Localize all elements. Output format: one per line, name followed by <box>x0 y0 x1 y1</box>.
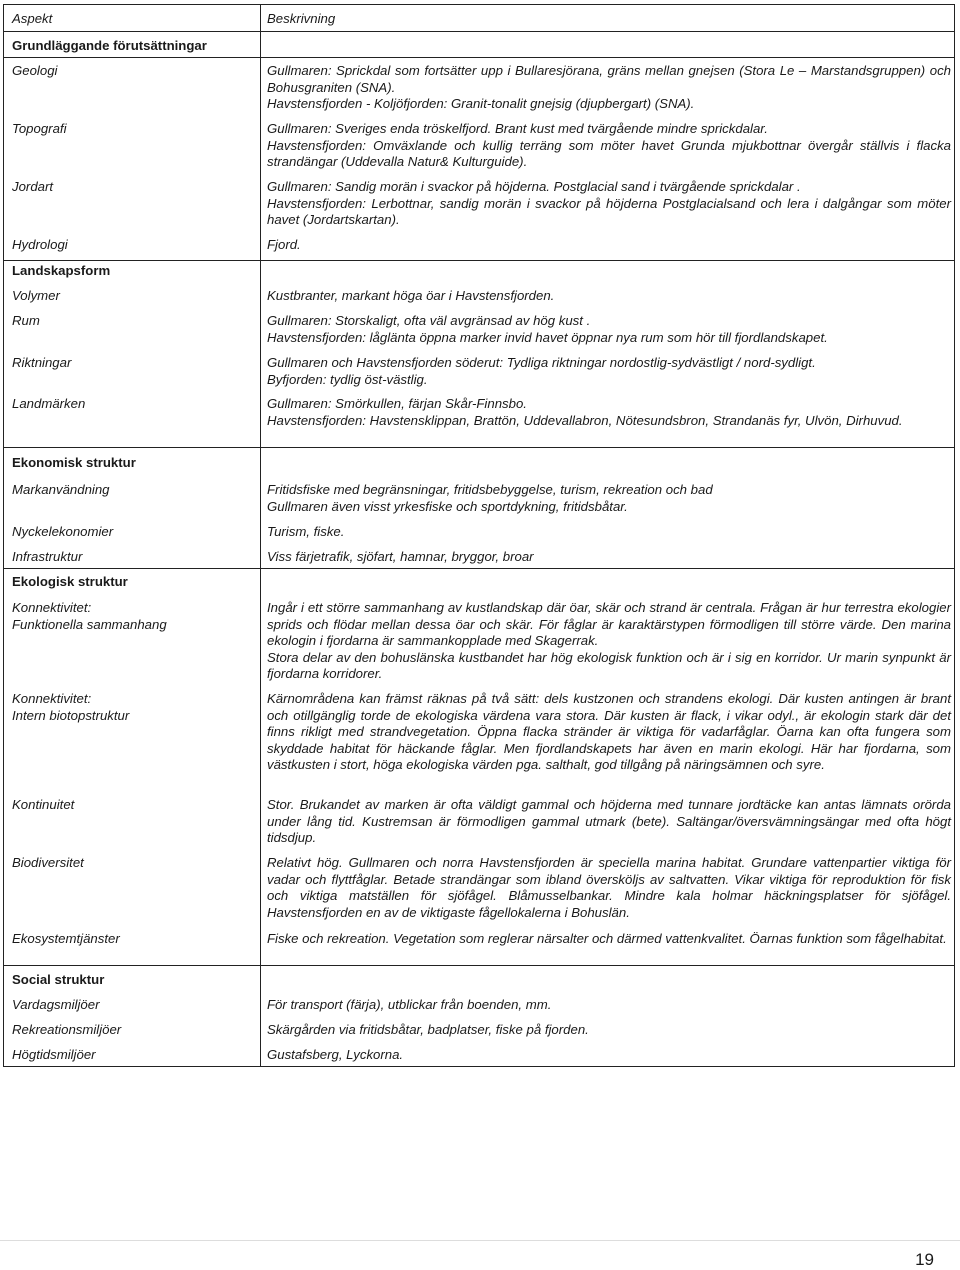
row-text-nyckelekonomier: Turism, fiske. <box>267 524 345 539</box>
text-line: Gullmaren: Storskaligt, ofta väl avgränsad av hög kust . <box>267 313 591 328</box>
row-text-infrastruktur: Viss färjetrafik, sjöfart, hamnar, bryggor, broar <box>267 549 534 564</box>
section-heading-landskapsform: Landskapsform <box>12 263 111 278</box>
row-label-landmarken: Landmärken <box>12 396 86 411</box>
text-line: Fritidsfiske med begränsningar, fritidsbebyggelse, turism, rekreation och bad <box>267 482 713 497</box>
row-divider <box>4 57 954 58</box>
footer-divider <box>0 1240 960 1241</box>
row-divider <box>4 31 954 32</box>
row-label-volymer: Volymer <box>12 288 60 303</box>
text-line: Havstensfjorden: låglänta öppna marker invid havet öppnar nya rum som hör till fjordlandskapet. <box>267 329 828 345</box>
row-label-riktningar: Riktningar <box>12 355 72 370</box>
section-heading-ekonomisk: Ekonomisk struktur <box>12 455 136 470</box>
row-label-nyckelekonomier: Nyckelekonomier <box>12 524 114 539</box>
label-line: Funktionella sammanhang <box>12 616 167 632</box>
row-label-rum: Rum <box>12 313 40 328</box>
column-divider <box>260 5 261 1066</box>
row-text-rum <box>267 313 951 346</box>
section-heading-grundlaggande: Grundläggande förutsättningar <box>12 38 207 53</box>
text-line: Gullmaren: Sandig morän i svackor på höjderna. Postglacial sand i tvärgående sprickdalar . <box>267 179 801 194</box>
row-divider <box>4 260 954 261</box>
row-text-vardagsmiljoer: För transport (färja), utblickar från boenden, mm. <box>267 997 552 1012</box>
text-line: Havstensfjorden: Havstensklippan, Brattön, Uddevallabron, Nötesundsbron, Strandanäs fyr, Ulvön, Dirhuvud. <box>267 412 903 428</box>
page-number: 19 <box>915 1250 934 1269</box>
row-text-hogtidsmiljoer: Gustafsberg, Lyckorna. <box>267 1047 404 1062</box>
text-line: Havstensfjorden - Koljöfjorden: Granit-tonalit gnejsig (djupbergart) (SNA). <box>267 96 695 112</box>
row-text-volymer: Kustbranter, markant höga öar i Havstensfjorden. <box>267 288 555 303</box>
row-divider <box>4 965 954 966</box>
section-heading-ekologisk: Ekologisk struktur <box>12 574 128 589</box>
row-divider <box>4 568 954 569</box>
text-line: Ingår i ett större sammanhang av kustlandskap där öar, skär och strand är centrala. Frågan är hur terrestra ekologier sprids och flödar mellan dessa öar och skär. För fåglar är karaktärstypen förmodligen till större värde. Den marina ekologin i fjordarna är sammankopplade med Skagerrak. <box>267 600 951 649</box>
row-text-riktningar <box>267 355 951 388</box>
row-text-landmarken <box>267 396 951 429</box>
aspect-table <box>3 4 955 1067</box>
header-aspekt: Aspekt <box>12 11 53 26</box>
row-label-konnektivitet-funktionella <box>12 600 252 633</box>
row-label-biodiversitet: Biodiversitet <box>12 855 84 870</box>
row-label-markanvandning: Markanvändning <box>12 482 110 497</box>
text-line: Gullmaren och Havstensfjorden söderut: Tydliga riktningar nordostlig-sydvästligt / nord-sydligt. <box>267 355 816 370</box>
row-label-hogtidsmiljoer: Högtidsmiljöer <box>12 1047 96 1062</box>
header-beskrivning: Beskrivning <box>267 11 336 26</box>
row-text-geologi <box>267 63 951 113</box>
row-text-konnektivitet-funktionella <box>267 600 951 683</box>
row-label-vardagsmiljoer: Vardagsmiljöer <box>12 997 100 1012</box>
row-label-geologi: Geologi <box>12 63 58 78</box>
text-line: Gullmaren: Sprickdal som fortsätter upp i Bullaresjörana, gräns mellan gnejsen (Stora Le – Marstandsgruppen) och Bohusgraniten (SNA). <box>267 63 951 95</box>
text-line: Byfjorden: tydlig öst-västlig. <box>267 371 428 387</box>
text-line: Gullmaren: Sveriges enda tröskelfjord. Brant kust med tvärgående mindre sprickdalar. <box>267 121 768 136</box>
row-label-rekreationsmiljoer: Rekreationsmiljöer <box>12 1022 122 1037</box>
row-label-konnektivitet-intern <box>12 691 252 724</box>
label-line: Intern biotopstruktur <box>12 707 130 723</box>
label-line: Konnektivitet: <box>12 600 92 615</box>
row-text-konnektivitet-intern: Kärnområdena kan främst räknas på två sätt: dels kustzonen och strandens ekologi. Där kusten antingen är brant och otillgänglig torde de ekologiska värdena vara stora. Där kusten är flack, i vikar odyl., är ekologin stark där det finns rikligt med strandvegetation. Öppna flacka stränder är viktiga för vadarfåglar. Öarna kan ofta fungera som skyddade habitat för häckande fåglar. Men fjordlandskapets har även en marin ekologi. Här har fjordarna, som västkusten i stort, höga ekologiska värden pga. salthalt, god tillgång på näringsämnen och syre. <box>267 691 951 773</box>
text-line: Havstensfjorden: Lerbottnar, sandig morän i svackor på höjderna Postglacialsand och lera i dalgångar som möter havet (Jordartskartan). <box>267 195 951 228</box>
row-divider <box>4 447 954 448</box>
row-text-ekosystemtjanster: Fiske och rekreation. Vegetation som reglerar närsalter och därmed vattenkvalitet. Öarnas funktion som fågelhabitat. <box>267 931 947 946</box>
row-text-hydrologi: Fjord. <box>267 237 301 252</box>
row-label-jordart: Jordart <box>12 179 54 194</box>
text-line: Stora delar av den bohuslänska kustbandet har hög ekologisk funktion och är i sig en korridor. Ur marin synpunkt är fjordarna korridorer. <box>267 649 951 682</box>
text-line: Havstensfjorden: Omväxlande och kullig terräng som möter havet Grunda mjukbottnar övergår ställvis i flacka strandängar (Uddevalla Natur& Kulturguide). <box>267 137 951 170</box>
row-text-markanvandning <box>267 482 951 515</box>
label-line: Konnektivitet: <box>12 691 92 706</box>
row-text-biodiversitet: Relativt hög. Gullmaren och norra Havstensfjorden är speciella marina habitat. Grundare vattenpartier viktiga för vadar och flyttfåglar. Betade strandängar som ibland översköljs av saltvatten. Vikar viktiga för reproduktion för fisk och viktiga matställen för sjöfågel. Blåmusselbankar. Mindre kala holmar häckningsplatser för sjöfågel. Havstensfjorden en av de viktigaste fågellokalerna i Bohuslän. <box>267 855 951 920</box>
row-text-jordart <box>267 179 951 229</box>
text-line: Gullmaren även visst yrkesfiske och sportdykning, fritidsbåtar. <box>267 498 628 514</box>
section-heading-social: Social struktur <box>12 972 105 987</box>
text-line: Gullmaren: Smörkullen, färjan Skår-Finnsbo. <box>267 396 527 411</box>
row-text-rekreationsmiljoer: Skärgården via fritidsbåtar, badplatser, fiske på fjorden. <box>267 1022 589 1037</box>
row-label-ekosystemtjanster: Ekosystemtjänster <box>12 931 120 946</box>
row-label-kontinuitet: Kontinuitet <box>12 797 75 812</box>
row-text-kontinuitet: Stor. Brukandet av marken är ofta väldigt gammal och höjderna med tunnare jordtäcke kan antas lämnats orörda under lång tid. Kustremsan är förmodligen gammal utmark (bete). Saltängar/översvämningsängar med ofta högt tidsdjup. <box>267 797 951 846</box>
row-label-hydrologi: Hydrologi <box>12 237 68 252</box>
row-label-topografi: Topografi <box>12 121 67 136</box>
row-label-infrastruktur: Infrastruktur <box>12 549 83 564</box>
row-text-topografi <box>267 121 951 171</box>
